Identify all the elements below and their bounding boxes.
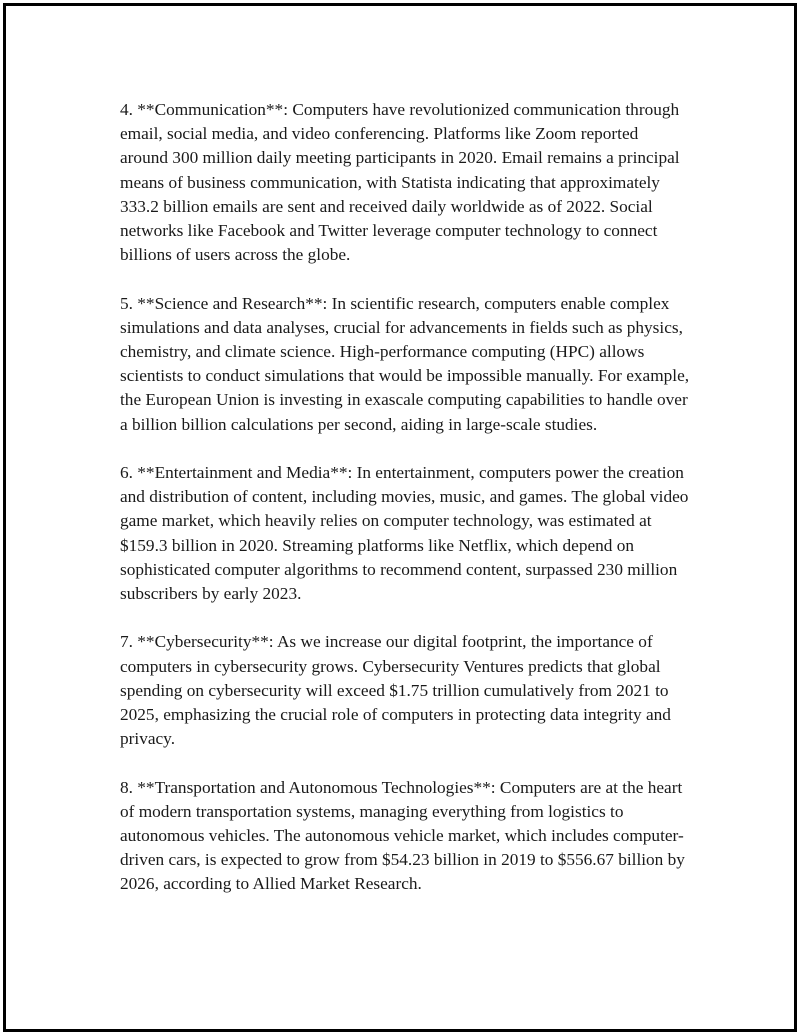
page-frame — [3, 3, 797, 1032]
paragraph-cybersecurity: 7. **Cybersecurity**: As we increase our digital footprint, the importance of computers in cybersecurity grows. Cybersecurity Ventures predicts that global spending on cybersecurity will exceed $1.75 trillion cumulatively from 2021 to 2025, emphasizing the crucial role of computers in protecting data integrity and privacy. — [120, 632, 671, 749]
paragraph-communication: 4. **Communication**: Computers have revolutionized communication through email, social media, and video conferencing. Platforms like Zoom reported around 300 million daily meeting participants in 2020. Email remains a principal means of business communication, with Statista indicating that approximately 333.2 billion emails are sent and received daily worldwide as of 2022. Social networks like Facebook and Twitter leverage computer technology to connect billions of users across the globe. — [120, 100, 680, 265]
paragraph-entertainment-media: 6. **Entertainment and Media**: In entertainment, computers power the creation and distribution of content, including movies, music, and games. The global video game market, which heavily relies on computer technology, was estimated at $159.3 billion in 2020. Streaming platforms like Netflix, which depend on sophisticated computer algorithms to recommend content, surpassed 230 million subscribers by early 2023. — [120, 463, 689, 604]
document-body — [120, 98, 690, 921]
paragraph-science-research: 5. **Science and Research**: In scientific research, computers enable complex simulations and data analyses, crucial for advancements in fields such as physics, chemistry, and climate science. High-performance computing (HPC) allows scientists to conduct simulations that would be impossible manually. For example, the European Union is investing in exascale computing capabilities to handle over a billion billion calculations per second, aiding in large-scale studies. — [120, 293, 690, 434]
paragraph-transportation: 8. **Transportation and Autonomous Technologies**: Computers are at the heart of modern transportation systems, managing everything from logistics to autonomous vehicles. The autonomous vehicle market, which includes computer-driven cars, is expected to grow from $54.23 billion in 2019 to $556.67 billion by 2026, according to Allied Market Research. — [120, 777, 685, 894]
